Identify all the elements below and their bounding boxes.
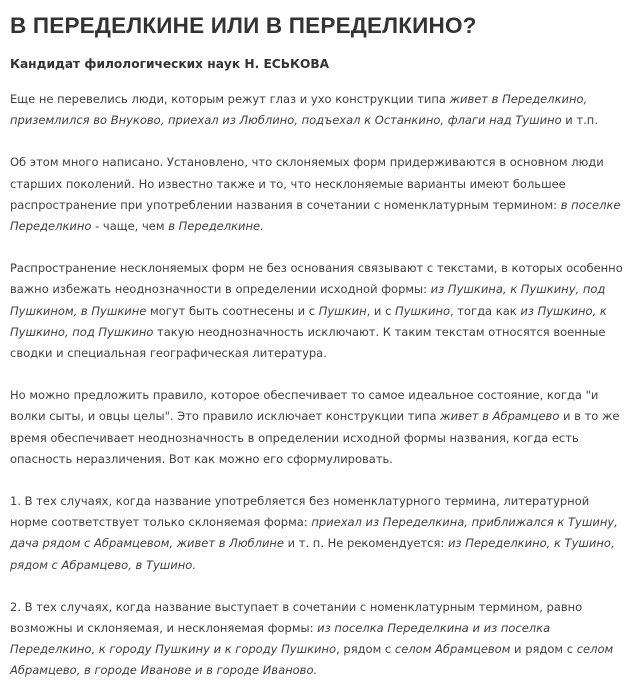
- article-paragraph: [10, 597, 630, 682]
- paragraph-text: 2. В тех случаях, когда название выступает в сочетании с номенклатурным термином, равно возможны и склоняемая, и несклоняемая формы:: [10, 599, 583, 636]
- italic-example-text: из поселка Переделкина и из поселка Переделкино, к городу Пушкину и к городу Пушкино: [10, 621, 551, 657]
- italic-example-text: живет в Переделкино, приземлился во Внуково, приехал из Люблино, подъехал к Останкино, флаги над Тушино: [10, 92, 588, 128]
- paragraph-text: Еще не перевелись люди, которым режут глаз и ухо конструкции типа: [10, 92, 450, 106]
- paragraph-text: могут быть соотнесены и с: [146, 303, 319, 318]
- italic-example-text: из Пушкино, к Пушкино, под Пушкино: [10, 303, 607, 339]
- paragraph-text: и т. п. Не рекомендуется:: [284, 536, 448, 551]
- italic-example-text: Пушкин: [318, 303, 367, 318]
- italic-example-text: селом Абрамцево, в городе Иванове и в городе Иваново.: [10, 642, 614, 678]
- article-body: [10, 89, 630, 682]
- italic-example-text: приехал из Переделкина, приближался к Тушину, дача рядом с Абрамцевом, живет в Люблине: [10, 515, 618, 551]
- article-paragraph: [10, 491, 630, 576]
- paragraph-text: Но можно предложить правило, которое обеспечивает то самое идеальное состояние, когда "и волки сыты, и овцы целы". Это правило исключает конструкции типа: [10, 388, 599, 424]
- paragraph-text: Об этом много написано. Установлено, что склоняемых форм придерживаются в основном люди старших поколений. Но известно также и то, что несклоняемые варианты имеют большее распространение при употреблении названия в сочетании с номенклатурным термином:: [10, 155, 604, 212]
- paragraph-text: такую неоднозначность исключают. К таким текстам относятся военные сводки и специальная географическая литература.: [10, 324, 606, 361]
- paragraph-text: - чаще, чем: [91, 219, 169, 234]
- article-paragraph: [10, 258, 630, 364]
- article-author: Кандидат филологических наук Н. ЕСЬКОВА: [10, 57, 330, 71]
- italic-example-text: из Переделкино, к Тушино, рядом с Абрамцево, в Тушино.: [10, 536, 615, 572]
- paragraph-text: и рядом с: [510, 642, 577, 657]
- paragraph-text: , тогда как: [450, 303, 521, 318]
- paragraph-text: , и с: [366, 303, 396, 318]
- italic-example-text: из Пушкина, к Пушкину, под Пушкином, в Пушкине: [10, 282, 606, 318]
- article-paragraph: [10, 152, 630, 237]
- italic-example-text: в Переделкине.: [168, 219, 264, 234]
- article-paragraph: [10, 385, 630, 470]
- paragraph-text: Распространение несклоняемых форм не без основания связывают с текстами, в которых особенно важно избежать неоднозначности в определении исходной формы:: [10, 261, 623, 297]
- italic-example-text: живет в Абрамцево: [440, 409, 560, 424]
- italic-example-text: селом Абрамцевом: [394, 642, 511, 657]
- paragraph-text: 1. В тех случаях, когда название употребляется без номенклатурного термина, литературной норме соответствует только склоняемая форма:: [10, 494, 590, 530]
- italic-example-text: Пушкино: [395, 303, 450, 318]
- article-paragraph: [10, 89, 630, 131]
- paragraph-text: , рядом с: [336, 642, 395, 657]
- paragraph-text: и т.п.: [561, 113, 598, 128]
- italic-example-text: в поселке Переделкино: [10, 197, 621, 234]
- paragraph-text: и в то же время обеспечивает неоднозначность в определении исходной формы названия, когда есть опасность неразличения. Вот как можно его сформулировать.: [10, 409, 620, 466]
- article-title: В ПЕРЕДЕЛКИНЕ ИЛИ В ПЕРЕДЕЛКИНО?: [10, 13, 477, 38]
